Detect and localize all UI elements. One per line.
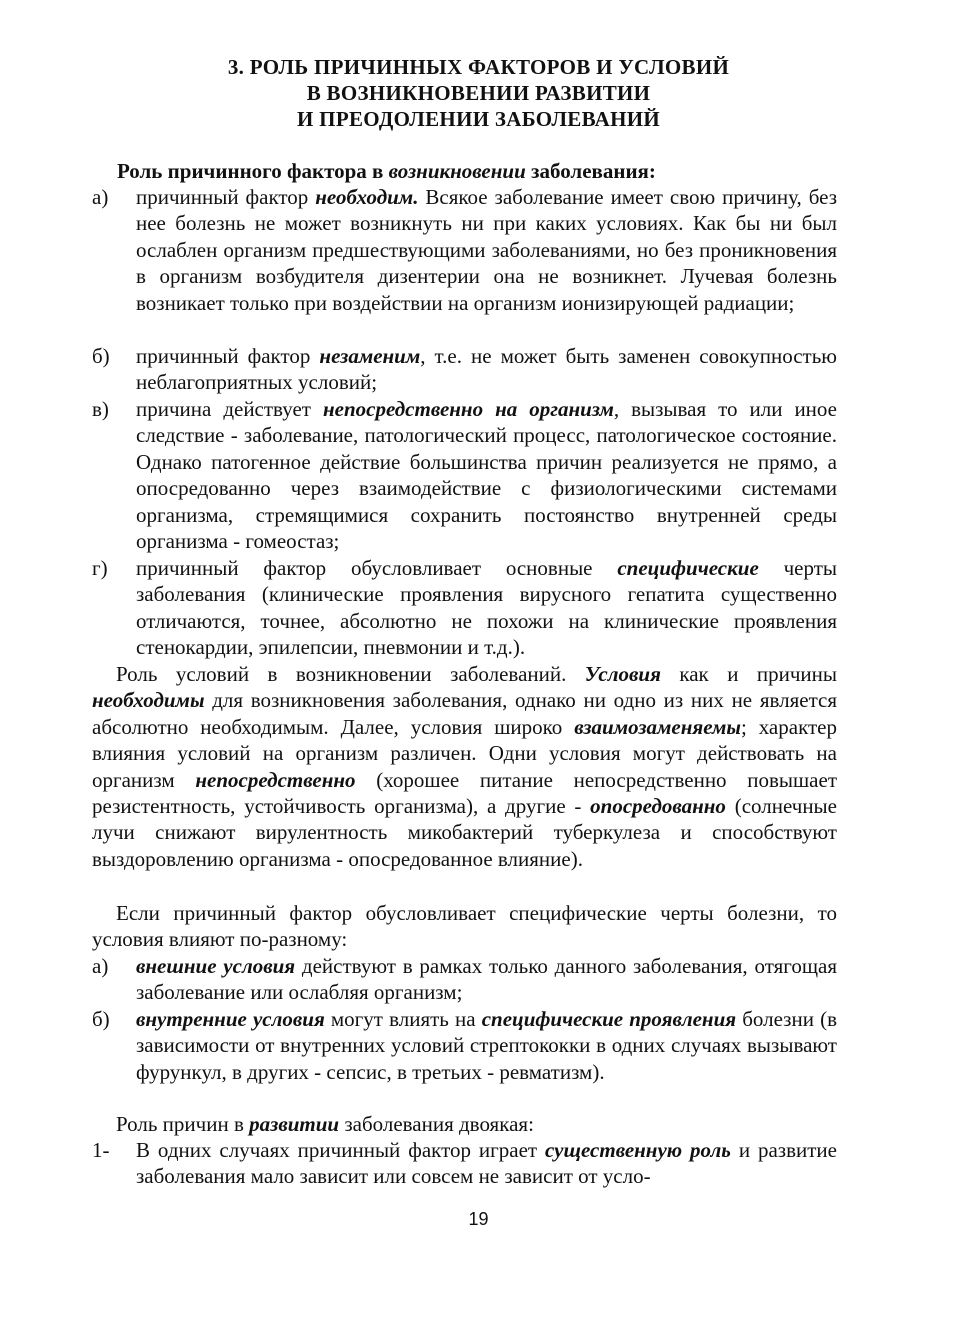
item-emphasis: специфические — [617, 556, 759, 580]
lead-emphasis: возникновении — [388, 159, 526, 183]
section-heading — [0, 54, 957, 132]
list-item-external — [92, 953, 837, 1006]
para-emphasis: опосредованно — [590, 794, 726, 819]
item-text: причина действует — [136, 397, 323, 421]
para-emphasis: непосредственно — [195, 767, 356, 792]
item-emphasis: внешние условия — [136, 954, 296, 978]
para-emphasis: необходимы — [92, 688, 205, 713]
item-text-end: действуют в рамках только данного заболевания, отягощая заболевание или ослабляя организм; — [136, 954, 838, 1005]
list-item-g — [92, 555, 837, 661]
list-item-text — [136, 953, 837, 1006]
para-text: (хорошее питание непосредственно повышает резистентность, устойчивость организма), а другие - — [92, 767, 837, 819]
item-emphasis: необходим. — [315, 185, 419, 209]
item-text: причинный фактор — [136, 185, 316, 209]
list-marker: б) — [92, 1007, 110, 1031]
list-item-text — [136, 396, 837, 554]
development-paragraph — [92, 1111, 837, 1137]
item-text-end: и развитие заболевания мало зависит или совсем не зависит от усло- — [136, 1138, 837, 1189]
para-text: Роль условий в возникновении заболеваний. — [116, 662, 585, 686]
list-item-b — [92, 343, 837, 396]
para-emphasis: Условия — [584, 662, 661, 686]
item-text: В одних случаях причинный фактор играет — [136, 1138, 545, 1162]
para-text: заболевания двоякая: — [339, 1112, 534, 1136]
page-number: 19 — [468, 1209, 489, 1229]
list-marker: в) — [92, 397, 109, 421]
para-emphasis: развитии — [249, 1112, 340, 1136]
para-text: ; характер влияния условий на организм различен. Одни условия могут действовать на организм — [92, 714, 837, 792]
list-marker: 1- — [92, 1138, 110, 1162]
item-emphasis: существенную роль — [545, 1138, 731, 1162]
item-text-end: Всякое заболевание имеет свою причину, без нее болезнь не может возникнуть ни при каких условиях. Как бы ни был ослаблен организм предшествующими заболеваниями, но без проникновения в организм возбудителя дизентерии она не возникнет. Лучевая болезнь возникает только при воздействии на организм ионизирующей радиации; — [136, 185, 837, 315]
item-emphasis: незаменим — [319, 344, 421, 368]
list-item-a — [92, 184, 837, 316]
list-item-text — [136, 1006, 837, 1085]
list-marker: а) — [92, 185, 109, 209]
list-marker: б) — [92, 344, 110, 368]
item-text: могут влиять на — [324, 1007, 482, 1031]
para-text: Роль причин в — [116, 1112, 250, 1136]
list-marker: а) — [92, 954, 109, 978]
para-emphasis: взаимозаменяемы — [574, 714, 741, 739]
list-item-v — [92, 396, 837, 554]
para-text: как и причины — [660, 662, 837, 686]
lead-paragraph — [117, 158, 837, 184]
item-text: причинный фактор — [136, 344, 320, 368]
list-item-internal — [92, 1006, 837, 1085]
item-text-end: , т.е. не может быть заменен совокупностью неблагоприятных условий; — [136, 344, 837, 395]
item-text-end: черты заболевания (клинические проявления вирусного гепатита существенно отличаются, точнее, абсолютно не похожи на клинические проявления стенокардии, эпилепсии, пневмонии и т.д.). — [136, 556, 837, 660]
heading-line-1: 3. РОЛЬ ПРИЧИННЫХ ФАКТОРОВ И УСЛОВИЙ — [227, 55, 730, 79]
list-item-text — [136, 343, 837, 396]
specific-paragraph: Если причинный фактор обусловливает специфические черты болезни, то условия влияют по-разному: — [92, 901, 837, 952]
item-text-end: , вызывая то или иное следствие - заболевание, патологический процесс, патологическое состояние. Однако патогенное действие большинства причин реализуется не прямо, а опосредованно через взаимодействие с физиологическими системами организма, стремящимися сохранить постоянство внутренней среды организма - гомеостаз; — [136, 397, 837, 554]
list-item-text — [136, 184, 837, 316]
conditions-paragraph — [92, 661, 837, 872]
item-emphasis: специфические проявления — [481, 1007, 737, 1031]
list-item-text — [136, 555, 837, 661]
lead-text: Роль причинного фактора в — [117, 159, 389, 183]
para-text: (солнечные лучи снижают вирулентность микобактерий туберкулеза и способствуют выздоровлению организма - опосредованное влияние). — [92, 794, 837, 871]
item-text: причинный фактор обусловливает основные — [136, 556, 618, 580]
list-item-1 — [92, 1137, 837, 1190]
heading-line-2: В ВОЗНИКНОВЕНИИ РАЗВИТИИ — [306, 81, 651, 105]
list-marker: г) — [92, 556, 108, 580]
item-emphasis: непосредственно на организм — [322, 397, 614, 421]
para-text: для возникновения заболевания, однако ни одно из них не является абсолютно необходимым. Далее, условия широко — [92, 688, 837, 739]
heading-line-3: И ПРЕОДОЛЕНИИ ЗАБОЛЕВАНИЙ — [297, 107, 660, 131]
item-emphasis: внутренние условия — [136, 1007, 325, 1031]
item-text-end: болезни (в зависимости от внутренних условий стрептококки в одних случаях вызывают фурункул, в других - сепсис, в третьих - ревматизм). — [136, 1007, 837, 1084]
list-item-text — [136, 1137, 837, 1190]
lead-text-end: заболевания: — [525, 159, 656, 183]
